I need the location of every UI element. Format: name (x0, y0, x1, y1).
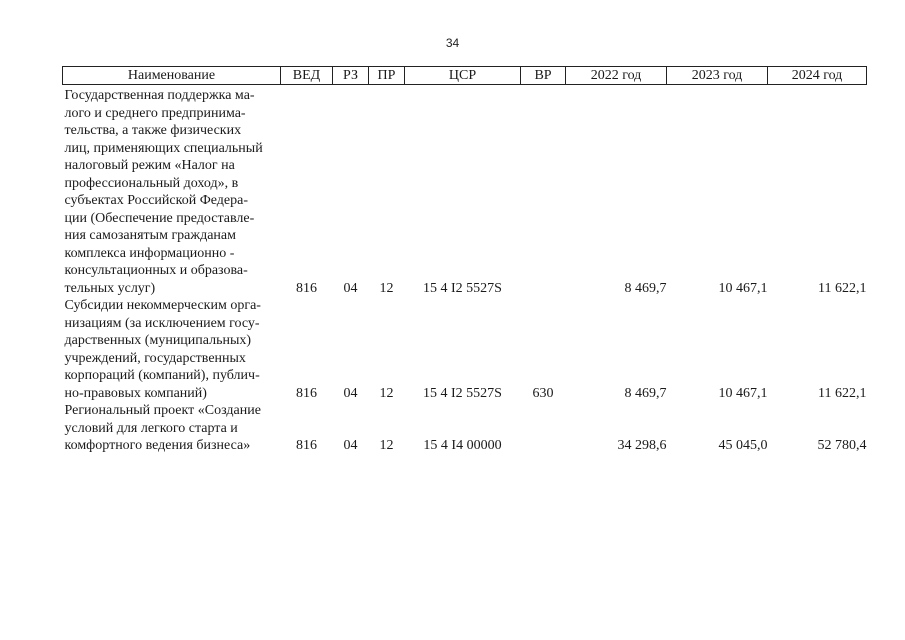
row-name-line: но-правовых компаний) (64, 385, 207, 401)
row-name-line: Субсидии некоммерческим орга- (64, 298, 261, 313)
table-row (63, 85, 867, 298)
row-csr: 15 4 I2 5527S (423, 385, 502, 401)
header-2022: 2022 год (566, 67, 667, 85)
row-name-line: корпораций (компаний), публич- (64, 368, 260, 383)
row-2023: 45 045,0 (718, 438, 768, 453)
row-name-line: лиц, применяющих специальный (64, 140, 263, 156)
row-name-line: ния самозанятым гражданам (64, 228, 236, 243)
row-ved: 816 (296, 280, 317, 296)
row-name-line: консультационных и образова- (64, 263, 248, 278)
row-name-line: Государственная поддержка ма- (64, 88, 255, 103)
row-rz: 04 (343, 385, 358, 401)
page-number: 34 (445, 36, 460, 50)
row-2022: 34 298,6 (617, 438, 667, 453)
row-rz: 04 (343, 438, 358, 453)
header-pr: ПР (369, 67, 405, 85)
table-row (63, 297, 867, 402)
row-ved: 816 (296, 385, 317, 401)
row-vr: 630 (532, 385, 554, 401)
row-name-line: комфортного ведения бизнеса» (64, 438, 251, 453)
row-name-line: Региональный проект «Создание (64, 403, 261, 418)
row-vr (521, 85, 566, 298)
row-2022: 8 469,7 (624, 385, 667, 401)
table-header-row (63, 67, 867, 85)
row-name-line: тельных услуг) (64, 280, 156, 296)
row-2024: 11 622,1 (818, 385, 867, 401)
header-name: Наименование (63, 67, 281, 85)
header-ved: ВЕД (281, 67, 333, 85)
row-name-line: условий для легкого старта и (64, 420, 238, 436)
row-name-line: низациям (за исключением госу- (64, 315, 260, 331)
row-name-line: профессиональный доход», в (64, 175, 239, 191)
budget-table (62, 66, 867, 455)
row-ved: 816 (296, 438, 317, 453)
row-rz: 04 (343, 280, 358, 296)
row-name (63, 297, 281, 402)
row-2022: 8 469,7 (624, 280, 667, 296)
row-csr: 15 4 I4 00000 (423, 438, 502, 453)
header-2023: 2023 год (667, 67, 768, 85)
row-name (63, 402, 281, 455)
row-name-line: тельства, а также физических (64, 123, 242, 138)
row-name-line: субъектах Российской Федера- (64, 193, 248, 208)
row-name-line: учреждений, государственных (64, 350, 246, 366)
row-2024: 11 622,1 (818, 280, 867, 296)
header-vr: ВР (521, 67, 566, 85)
row-pr: 12 (379, 438, 394, 453)
row-pr: 12 (379, 385, 394, 401)
row-name-line: лого и среднего предпринима- (64, 105, 246, 121)
row-name-line: дарственных (муниципальных) (64, 333, 252, 348)
row-2023: 10 467,1 (718, 280, 768, 296)
row-csr: 15 4 I2 5527S (423, 280, 502, 296)
row-2024: 52 780,4 (817, 438, 867, 453)
table-row (63, 402, 867, 455)
row-name-line: налоговый режим «Налог на (64, 158, 235, 173)
row-vr (521, 402, 566, 455)
row-2023: 10 467,1 (718, 385, 768, 401)
row-name-line: комплекса информационно - (64, 245, 235, 261)
header-csr: ЦСР (405, 67, 521, 85)
header-rz: РЗ (333, 67, 369, 85)
row-name (63, 85, 281, 298)
header-2024: 2024 год (768, 67, 867, 85)
row-pr: 12 (379, 280, 394, 296)
row-name-line: ции (Обеспечение предоставле- (64, 210, 255, 226)
